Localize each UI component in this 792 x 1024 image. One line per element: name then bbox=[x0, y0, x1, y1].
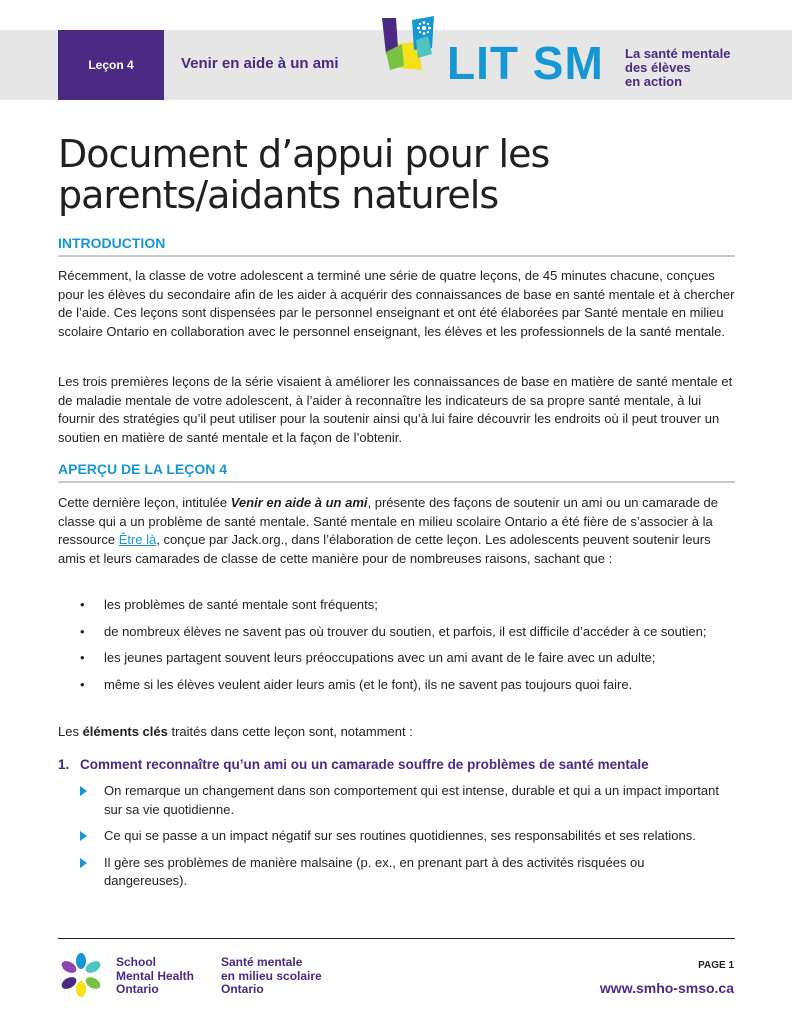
lesson-label: Leçon 4 bbox=[58, 30, 164, 100]
number-label: 1. bbox=[58, 757, 70, 772]
list-item bbox=[58, 596, 728, 615]
list-item-text: les jeunes partagent souvent leurs préoccupations avec un ami avant de le faire avec un adulte; bbox=[104, 650, 656, 665]
brand-name: LIT SM bbox=[447, 37, 604, 89]
brand-tagline bbox=[625, 47, 755, 89]
arrow-bullet-icon bbox=[80, 786, 87, 796]
footer-divider bbox=[58, 938, 735, 939]
list-item bbox=[58, 623, 728, 642]
list-item bbox=[58, 676, 728, 695]
list-item-text: Ce qui se passe a un impact négatif sur ses routines quotidiennes, ses responsabilités et ses relations. bbox=[104, 828, 696, 843]
bullet-icon: • bbox=[80, 676, 85, 692]
reasons-list bbox=[58, 596, 728, 702]
key-text: traités dans cette leçon sont, notamment : bbox=[167, 724, 413, 739]
list-item bbox=[80, 827, 730, 846]
website-link[interactable]: www.smho-smso.ca bbox=[599, 980, 734, 996]
title-line: Document d’appui pour les bbox=[58, 132, 550, 176]
list-item-text: même si les élèves veulent aider leurs amis (et le font), ils ne savent pas toujours quoi faire. bbox=[104, 676, 633, 692]
org-line: en milieu scolaire bbox=[221, 968, 322, 983]
list-item-text: On remarque un changement dans son comportement qui est intense, durable et qui a un impact important sur sa vie quotidienne. bbox=[104, 783, 719, 817]
org-line: Ontario bbox=[116, 982, 159, 996]
list-item bbox=[80, 854, 730, 891]
lesson-title: Venir en aide à un ami bbox=[181, 55, 339, 72]
numbered-heading-text: Comment reconnaître qu’un ami ou un camarade souffre de problèmes de santé mentale bbox=[80, 757, 649, 772]
resource-link[interactable]: Être là bbox=[118, 532, 157, 547]
overview-text: Cette dernière leçon, intitulée bbox=[58, 495, 231, 510]
brand-tagline-line: en action bbox=[625, 74, 683, 89]
key-text: Les bbox=[58, 724, 83, 739]
bullet-icon: • bbox=[80, 623, 85, 639]
intro-paragraph-2: Les trois premières leçons de la série visaient à améliorer les connaissances de base en matière de santé mentale et de maladie mentale de votre adolescent, à l’aider à reconnaître les indicateurs de sa propre santé mentale, à lui fournir des stratégies qu’il peut utiliser pour la soutenir ainsi qu’à lui faire découvrir les endroits où il peut trouver un soutien en matière de santé mentale et la façon de l’obtenir. bbox=[58, 374, 733, 445]
overview-heading: APERÇU DE LA LEÇON 4 bbox=[58, 461, 735, 483]
org-name-french bbox=[221, 956, 341, 997]
smho-logo-icon bbox=[58, 952, 104, 998]
page-number: PAGE 1 bbox=[698, 960, 734, 971]
list-item bbox=[58, 649, 728, 668]
org-line: Ontario bbox=[221, 982, 264, 996]
overview-text: , présente des façons de soutenir un ami ou un camarade de classe qui a un problème de santé mentale. Santé mentale en milieu scolaire Ontario a été fière de s’associer à la ressource bbox=[58, 495, 719, 547]
org-line: Mental Health bbox=[116, 968, 195, 983]
org-line: Santé mentale bbox=[221, 955, 303, 969]
list-item-text: Il gère ses problèmes de manière malsaine (p. ex., en prenant part à des activités risquées ou dangereuses). bbox=[104, 854, 645, 888]
key-elements-bold: éléments clés bbox=[82, 724, 168, 739]
org-line: School bbox=[116, 955, 157, 969]
overview-paragraph bbox=[58, 494, 738, 568]
org-name-english bbox=[116, 956, 216, 997]
bullet-icon: • bbox=[80, 597, 85, 612]
title-line: parents/aidants naturels bbox=[58, 173, 499, 217]
arrow-bullet-icon bbox=[80, 858, 87, 868]
signs-list bbox=[80, 782, 730, 899]
intro-paragraph-1: Récemment, la classe de votre adolescent a terminé une série de quatre leçons, de 45 minutes chacune, conçues pour les élèves du secondaire afin de les aider à acquérir des connaissances de base en santé mentale et à chercher de l’aide. Ces leçons sont dispensées par le personnel enseignant et ont été élaborées par Santé mentale en milieu scolaire Ontario en collaboration avec le personnel enseignant, les élèves et les professionnels de la santé mentale. bbox=[58, 268, 735, 339]
brand-tagline-line: La santé mentale bbox=[625, 46, 731, 61]
bullet-icon: • bbox=[80, 650, 85, 665]
intro-heading: INTRODUCTION bbox=[58, 235, 735, 257]
numbered-heading bbox=[58, 757, 748, 772]
brand-tagline-line: des élèves bbox=[625, 60, 691, 75]
lit-sm-logo-icon bbox=[378, 14, 444, 72]
overview-text: , conçue par Jack.org., dans l’élaboration de cette leçon. Les adolescents peuvent soutenir leurs amis et leurs camarades de classe de cette manière pour de nombreuses raisons, sachant que : bbox=[58, 532, 711, 566]
key-elements-intro bbox=[58, 723, 738, 742]
document-title bbox=[58, 134, 738, 216]
lesson-name: Venir en aide à un ami bbox=[230, 495, 368, 510]
list-item-text: les problèmes de santé mentale sont fréquents; bbox=[104, 597, 378, 612]
list-item-text: de nombreux élèves ne savent pas où trouver du soutien, et parfois, il est difficile d’accéder à ce soutien; bbox=[104, 623, 707, 639]
arrow-bullet-icon bbox=[80, 831, 87, 841]
list-item bbox=[80, 782, 730, 819]
